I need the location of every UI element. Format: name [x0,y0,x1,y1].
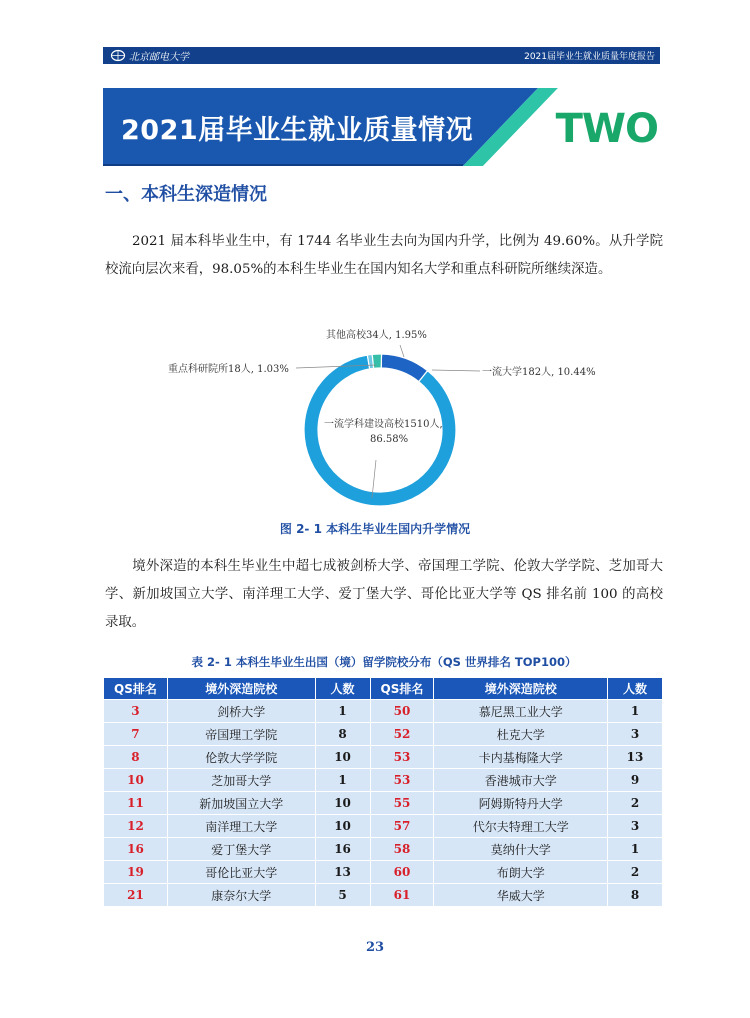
cell-institution: 莫纳什大学 [434,838,608,861]
leader-line-top-univ [432,370,480,371]
cell-count: 9 [608,769,663,792]
header-qs-rank: QS排名 [104,678,168,700]
cell-count: 5 [315,884,370,907]
header-institution: 境外深造院校 [167,678,315,700]
cell-institution: 爱丁堡大学 [167,838,315,861]
table-row [104,815,663,838]
chapter-number-tag: TWO [555,106,658,152]
cell-count: 8 [315,723,370,746]
table-caption: 表 2- 1 本科生毕业生出国（境）留学院校分布（QS 世界排名 TOP100） [191,655,577,669]
cell-count: 1 [608,838,663,861]
cell-qs-rank: 10 [104,769,168,792]
cell-qs-rank: 61 [370,884,434,907]
header-count: 人数 [315,678,370,700]
leader-line-research [296,365,376,368]
table-header-row [104,678,663,700]
university-logo [110,48,189,63]
cell-qs-rank: 11 [104,792,168,815]
cell-count: 3 [608,723,663,746]
cell-qs-rank: 55 [370,792,434,815]
header-count-2: 人数 [608,678,663,700]
label-research-institutes: 重点科研院所18人, 1.03% [168,364,289,375]
cell-institution: 剑桥大学 [167,700,315,723]
cell-qs-rank: 57 [370,815,434,838]
cell-count: 13 [315,861,370,884]
header-institution-2: 境外深造院校 [434,678,608,700]
cell-qs-rank: 50 [370,700,434,723]
cell-institution: 华威大学 [434,884,608,907]
cell-qs-rank: 7 [104,723,168,746]
cell-qs-rank: 8 [104,746,168,769]
label-discipline-universities: 一流学科建设高校1510人, [324,419,443,430]
chapter-banner [103,88,660,166]
cell-qs-rank: 16 [104,838,168,861]
figure-caption: 图 2- 1 本科生毕业生国内升学情况 [279,522,471,536]
qs-ranking-table [103,677,663,907]
cell-count: 1 [315,769,370,792]
cell-institution: 康奈尔大学 [167,884,315,907]
cell-institution: 伦敦大学学院 [167,746,315,769]
cell-institution: 布朗大学 [434,861,608,884]
leader-line-discipline [372,460,376,498]
cell-count: 10 [315,815,370,838]
table-row [104,792,663,815]
cell-qs-rank: 21 [104,884,168,907]
cell-qs-rank: 53 [370,769,434,792]
table-row [104,723,663,746]
chapter-title: 2021届毕业生就业质量情况 [121,115,474,146]
cell-institution: 卡内基梅隆大学 [434,746,608,769]
table-row [104,700,663,723]
cell-institution: 代尔夫特理工大学 [434,815,608,838]
cell-count: 13 [608,746,663,769]
cell-qs-rank: 12 [104,815,168,838]
cell-institution: 慕尼黑工业大学 [434,700,608,723]
cell-qs-rank: 60 [370,861,434,884]
table-row [104,861,663,884]
table-row [104,884,663,907]
cell-institution: 帝国理工学院 [167,723,315,746]
cell-qs-rank: 19 [104,861,168,884]
paragraph-domestic-study: 2021 届本科毕业生中，有 1744 名毕业生去向为国内升学，比例为 49.60%。从升学院校流向层次来看，98.05%的本科生毕业生在国内知名大学和重点科研院所继续深造。 [105,234,663,277]
report-title: 2021届毕业生就业质量年度报告 [524,52,655,62]
cell-qs-rank: 52 [370,723,434,746]
section-heading: 一、本科生深造情况 [105,184,267,205]
cell-count: 3 [608,815,663,838]
chart-labels-layer [0,320,750,520]
label-top-universities: 一流大学182人, 10.44% [482,367,596,378]
leader-line-other [400,345,404,357]
label-discipline-universities-pct: 86.58% [370,434,409,445]
cell-qs-rank: 58 [370,838,434,861]
table-row [104,769,663,792]
cell-count: 8 [608,884,663,907]
table-row [104,746,663,769]
cell-institution: 南洋理工大学 [167,815,315,838]
paragraph-overseas-study: 境外深造的本科生毕业生中超七成被剑桥大学、帝国理工学院、伦敦大学学院、芝加哥大学、新加坡国立大学、南洋理工大学、爱丁堡大学、哥伦比亚大学等 QS 排名前 100 的高校录取。 [105,559,663,630]
cell-count: 10 [315,746,370,769]
cell-count: 10 [315,792,370,815]
header-qs-rank-2: QS排名 [370,678,434,700]
cell-count: 2 [608,792,663,815]
cell-qs-rank: 53 [370,746,434,769]
cell-count: 1 [608,700,663,723]
logo-text: 北京邮电大学 [129,52,189,63]
table-row [104,838,663,861]
cell-institution: 杜克大学 [434,723,608,746]
cell-institution: 香港城市大学 [434,769,608,792]
cell-count: 16 [315,838,370,861]
cell-count: 1 [315,700,370,723]
cell-institution: 哥伦比亚大学 [167,861,315,884]
label-other-universities: 其他高校34人, 1.95% [326,330,427,341]
page-number: 23 [365,940,385,955]
cell-qs-rank: 3 [104,700,168,723]
globe-icon [110,49,126,62]
cell-count: 2 [608,861,663,884]
cell-institution: 阿姆斯特丹大学 [434,792,608,815]
cell-institution: 芝加哥大学 [167,769,315,792]
cell-institution: 新加坡国立大学 [167,792,315,815]
